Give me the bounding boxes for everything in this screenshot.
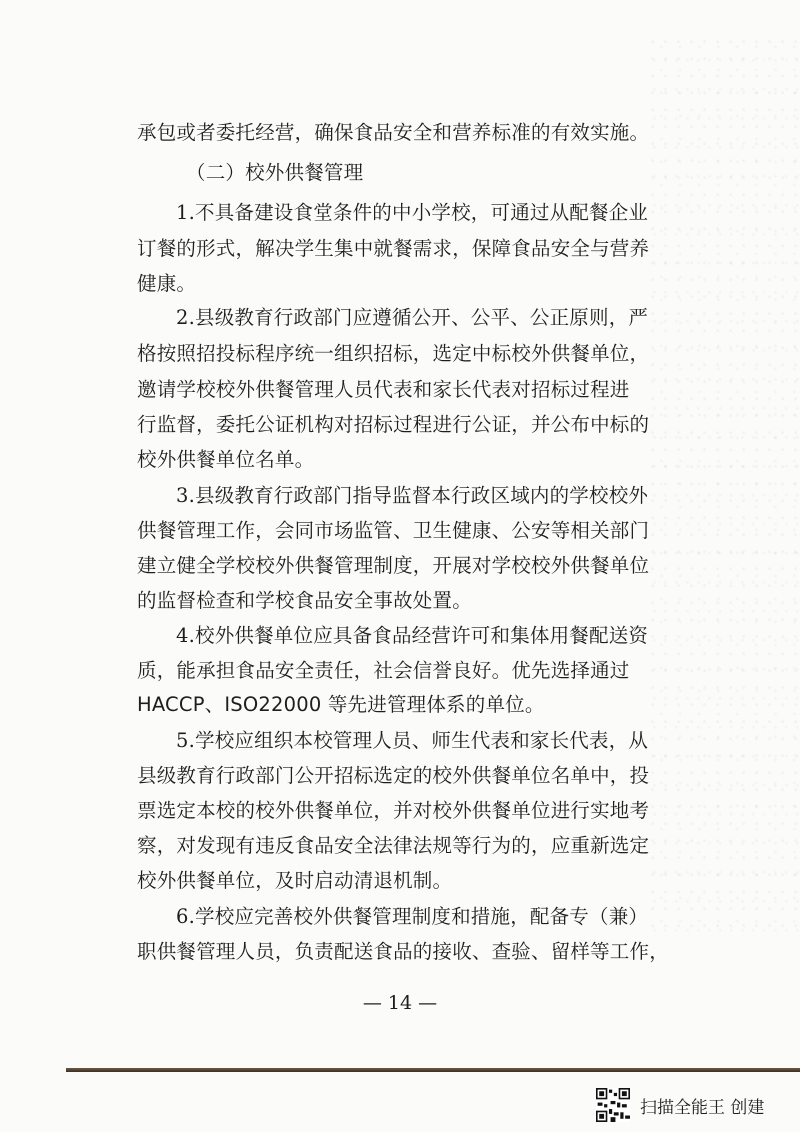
qr-code-icon — [596, 1088, 630, 1122]
text-line: 5.学校应组织本校管理人员、师生代表和家长代表，从 — [176, 729, 649, 752]
text-line: 校外供餐单位名单。 — [137, 448, 315, 471]
page-bottom-edge — [66, 1068, 800, 1072]
text-line: 健康。 — [137, 272, 197, 295]
scanner-watermark — [596, 1088, 764, 1122]
text-line: 3.县级教育行政部门指导监督本行政区域内的学校校外 — [176, 484, 649, 507]
text-line: 校外供餐单位，及时启动清退机制。 — [137, 869, 453, 892]
text-line: 职供餐管理人员，负责配送食品的接收、查验、留样等工作， — [137, 940, 669, 963]
section-heading: （二）校外供餐管理 — [186, 161, 364, 184]
text-line: 1.不具备建设食堂条件的中小学校，可通过从配餐企业 — [176, 201, 649, 224]
text-line: 2.县级教育行政部门应遵循公开、公平、公正原则，严 — [176, 306, 649, 329]
text-line: 邀请学校校外供餐管理人员代表和家长代表对招标过程进 — [137, 378, 630, 401]
text-line: HACCP、ISO22000 等先进管理体系的单位。 — [137, 693, 545, 716]
text-line: 供餐管理工作，会同市场监管、卫生健康、公安等相关部门 — [137, 519, 650, 542]
scanner-brand-label: 扫描全能王 创建 — [640, 1097, 765, 1118]
text-line: 格按照招投标程序统一组织招标，选定中标校外供餐单位， — [137, 342, 650, 365]
text-line: 质，能承担食品安全责任，社会信誉良好。优先选择通过 — [137, 659, 630, 682]
text-line: 县级教育行政部门公开招标选定的校外供餐单位名单中，投 — [137, 764, 650, 787]
text-line: 察，对发现有违反食品安全法律法规等行为的，应重新选定 — [137, 834, 650, 857]
text-line: 的监督检查和学校食品安全事故处置。 — [137, 589, 472, 612]
text-line: 6.学校应完善校外供餐管理制度和措施，配备专（兼） — [176, 905, 649, 928]
text-line: 承包或者委托经营，确保食品安全和营养标准的有效实施。 — [137, 121, 650, 144]
page-number: — 14 — — [362, 992, 438, 1014]
text-line: 建立健全学校校外供餐管理制度，开展对学校校外供餐单位 — [137, 554, 650, 577]
text-line: 票选定本校的校外供餐单位，并对校外供餐单位进行实地考 — [137, 799, 650, 822]
text-line: 订餐的形式，解决学生集中就餐需求，保障食品安全与营养 — [137, 237, 650, 260]
text-line: 4.校外供餐单位应具备食品经营许可和集体用餐配送资 — [176, 624, 649, 647]
text-line: 行监督，委托公证机构对招标过程进行公证，并公布中标的 — [137, 413, 650, 436]
